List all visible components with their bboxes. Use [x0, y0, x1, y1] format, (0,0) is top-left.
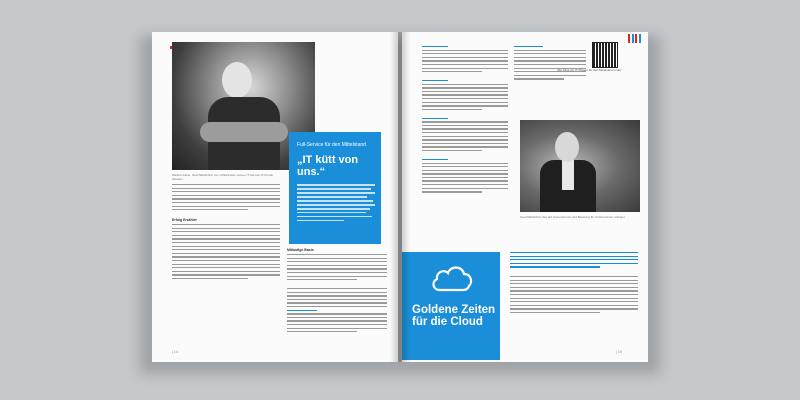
photo-caption-right: Geschäftsführer des auf Unternehmen und Beratung für Unternehmen anbieter. [520, 215, 626, 219]
left-column-text-2 [172, 224, 280, 282]
quote-subtitle: Full-Service für den Mittelstand [297, 142, 366, 148]
portrait-arms [200, 122, 288, 142]
right-page [402, 32, 648, 362]
intro-text [510, 252, 638, 270]
portrait-photo-right [520, 120, 640, 212]
left-page [152, 32, 398, 362]
quote-body-text [297, 184, 375, 224]
left-column-text [172, 184, 280, 213]
cloud-title: Goldene Zeiten für die Cloud [412, 304, 496, 328]
portrait-head-right [555, 132, 579, 162]
qr-caption: Alle Infos zur IT-Plagen für den Mittelstand unter: [557, 68, 623, 72]
photo-caption: Markus Fabel, Geschäftsführer von «Mitarbeiter name» IT-Service-IT-Kunde arbeiten. [172, 173, 274, 181]
cloud-icon [430, 262, 474, 294]
right-column-text [287, 254, 387, 335]
col1-text [422, 46, 508, 195]
cloud-box [402, 252, 500, 360]
section-heading-2: Mitlaufige Basis [287, 248, 314, 252]
page-number-right: | 15 [616, 350, 622, 354]
qr-code[interactable] [592, 42, 618, 68]
quote-title: „IT kütt von uns.“ [297, 154, 359, 178]
book-gutter [390, 32, 410, 362]
portrait-head [222, 62, 252, 98]
quote-box [289, 132, 381, 244]
section-heading-1: Erfolg Erzähler [172, 218, 197, 222]
flag-stripes [628, 34, 641, 43]
col2-text [514, 46, 586, 82]
body-text-right [510, 276, 638, 316]
portrait-shirt-right [562, 160, 574, 190]
page-number-left: | 14 [172, 350, 178, 354]
